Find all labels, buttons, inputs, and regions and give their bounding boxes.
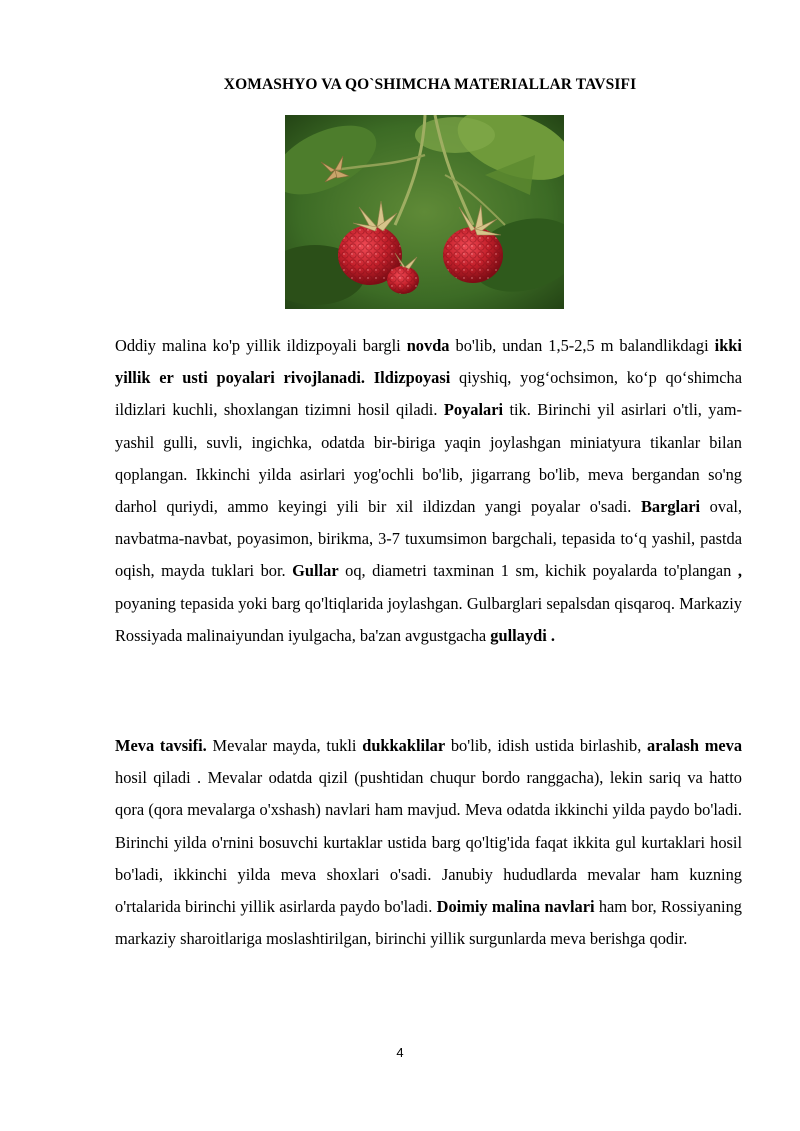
text-run: bo'lib, idish ustida birlashib, bbox=[445, 736, 648, 755]
document-title: XOMASHYO VA QO`SHIMCHA MATERIALLAR TAVSIFI bbox=[223, 76, 637, 93]
text-run bbox=[365, 368, 374, 387]
bold-term: , bbox=[737, 561, 742, 581]
text-run: Mevalar mayda, tukli bbox=[206, 736, 363, 755]
bold-term: Barglari bbox=[640, 497, 701, 517]
bold-term: gullaydi . bbox=[490, 625, 555, 645]
bold-term: Gullar bbox=[292, 561, 339, 581]
bold-term: Meva tavsifi. bbox=[115, 736, 207, 755]
text-run: hosil qiladi . Mevalar odatda qizil (pushtidan chuqur bordo ranggacha), lekin sariq va hatto qora (qora mevalarga o'xshash) navlari ham mavjud. Meva odatda ikkinchi yilda paydo bo'ladi. Birinchi yilda o'rnini bosuvchi kurtaklar ustida barg qo'ltig'ida faqat ikkita gul kurtaklari hosil bo'ladi, ikkinchi yilda meva shoxlari o'sadi. Janubiy hududlarda mevalar ham kuzning o'rtalarida birinchi yillik asirlarda paydo bo'ladi. bbox=[115, 768, 742, 917]
text-run: oq, diametri taxminan 1 sm, kichik poyalarda to'plangan bbox=[338, 561, 738, 581]
bold-term: novda bbox=[406, 336, 450, 355]
bold-term: Ildizpoyasi bbox=[373, 368, 451, 388]
text-run: poyaning tepasida yoki barg qo'ltiqlarida joylashgan. Gulbarglari sepalsdan qisqaroq. Markaziy Rossiyada malinaiyundan iyulgacha, ba'zan avgustgacha bbox=[115, 593, 742, 645]
bold-term: ikki yillik er usti poyalari rivojlanadi. bbox=[115, 336, 742, 388]
raspberry-photo bbox=[285, 115, 564, 309]
bold-term: Doimiy malina navlari bbox=[436, 897, 595, 917]
bold-term: aralash meva bbox=[647, 736, 743, 755]
text-run: Oddiy malina ko'p yillik ildizpoyali bargli bbox=[115, 336, 407, 355]
text-run: qiyshiq, yog‘ochsimon, ko‘p qo‘shimcha ildizlari kuchli, shoxlangan tizimni hosil qiladi. bbox=[115, 368, 743, 420]
page-number: 4 bbox=[396, 1045, 404, 1060]
text-run: tik. Birinchi yil asirlari o'tli, yam-yashil gulli, suvli, ingichka, odatda bir-biriga yaqin joylashgan miniatyura tikanlar bilan qoplangan. Ikkinchi yilda asirlari yog'ochli bo'lib, jigarrang bo'lib, meva bergandan so'ng darhol quriydi, ammo keyingi yili bir xil ildizdan yangi poyalar o'sadi. bbox=[115, 400, 742, 517]
text-run: bo'lib, undan 1,5-2,5 m balandlikdagi bbox=[449, 336, 715, 355]
text-run: oval, navbatma-navbat, poyasimon, birikma, 3-7 tuxumsimon bargchali, tepasida to‘q yashil, pastda oqish, mayda tuklari bor. bbox=[115, 497, 742, 581]
bold-term: Poyalari bbox=[443, 400, 504, 420]
paragraph-description bbox=[115, 330, 742, 652]
bold-term: dukkaklilar bbox=[362, 736, 446, 755]
paragraph-fruit-description bbox=[115, 730, 742, 955]
text-run: ham bor, Rossiyaning markaziy sharoitlariga moslashtirilgan, birinchi yillik surgunlarda meva berishga qodir. bbox=[115, 897, 742, 949]
